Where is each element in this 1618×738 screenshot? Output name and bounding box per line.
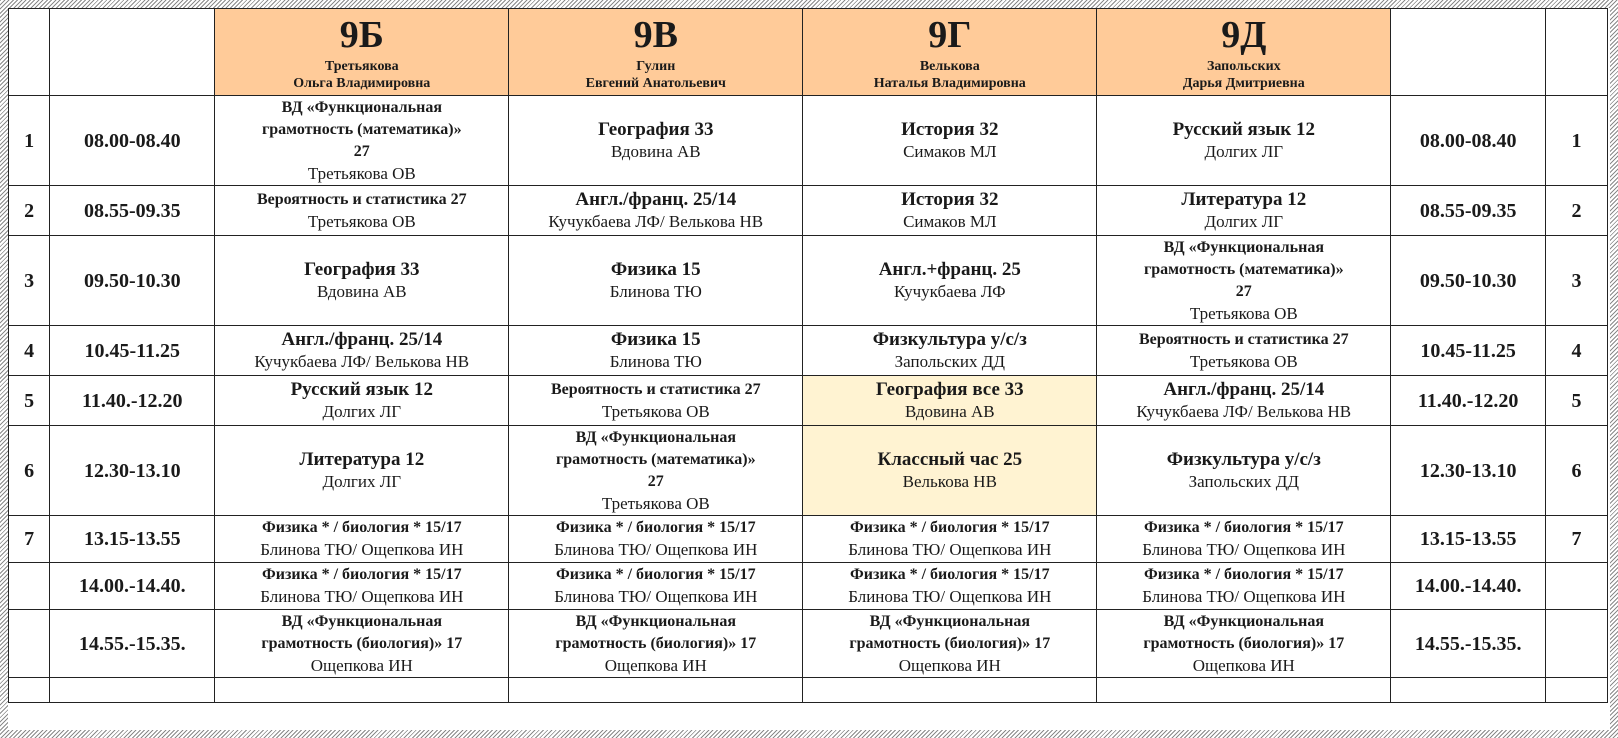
subject-text: География 33 [598,118,714,140]
lesson-row [9,326,1608,376]
lesson-cell[interactable] [803,376,1097,426]
footer-cell [50,678,215,703]
subject-text: Физика * / биология * 15/17 [555,566,756,583]
subject-text: ВД «Функциональная [281,612,442,630]
subject-text: 27 [1235,282,1252,300]
lesson-row [9,426,1608,516]
lesson-time-right: 13.15-13.55 [1391,516,1546,563]
teacher-text: Блинова ТЮ/ Ощепкова ИН [260,587,464,606]
subject-text: Физкультура у/с/з [1166,448,1321,470]
header-blank-cell [9,9,50,96]
subject-text: ВД «Функциональная [869,612,1030,630]
teacher-text: Симаков МЛ [903,141,997,161]
class-header [1097,9,1391,96]
class-teacher-surname: Третьякова [324,59,399,74]
lesson-time: 12.30-13.10 [50,426,215,516]
teacher-text: Блинова ТЮ [609,351,702,371]
lesson-cell[interactable] [509,186,803,236]
lesson-cell[interactable] [1097,516,1391,563]
subject-text: Физика 15 [610,258,701,280]
lesson-time: 14.00.-14.40. [50,563,215,610]
lesson-cell[interactable] [1097,326,1391,376]
lesson-cell[interactable] [215,426,509,516]
lesson-cell[interactable] [803,326,1097,376]
subject-text: ВД «Функциональная [281,98,442,116]
subject-text: ВД «Функциональная [575,428,736,446]
subject-text: Физика * / биология * 15/17 [849,519,1050,536]
class-teacher-name: Наталья Владимировна [873,76,1026,91]
subject-text: Физика * / биология * 15/17 [261,566,462,583]
lesson-cell[interactable] [215,610,509,678]
class-teacher-name: Евгений Анатольевич [585,76,726,91]
subject-text: ВД «Функциональная [575,612,736,630]
teacher-text: Блинова ТЮ/ Ощепкова ИН [848,587,1052,606]
lesson-number-right: 4 [1546,326,1608,376]
lesson-cell[interactable] [1097,236,1391,326]
lesson-number: 3 [9,236,50,326]
lesson-cell[interactable] [803,236,1097,326]
subject-text: География 33 [304,258,420,280]
class-name: 9Б [339,14,384,56]
subject-text: История 32 [901,118,999,140]
teacher-text: Блинова ТЮ/ Ощепкова ИН [1142,540,1346,559]
teacher-text: Третьякова ОВ [307,163,416,183]
schedule-sheet [8,8,1610,730]
lesson-time-right: 12.30-13.10 [1391,426,1546,516]
teacher-text: Кучукбаева ЛФ/ Велькова НВ [254,351,470,371]
subject-text: Физика * / биология * 15/17 [261,519,462,536]
class-header [803,9,1097,96]
teacher-text: Вдовина АВ [610,141,701,161]
lesson-row [9,610,1608,678]
subject-text: Классный час 25 [877,448,1023,470]
footer-cell [215,678,509,703]
subject-text: Физика * / биология * 15/17 [1143,566,1344,583]
lesson-cell[interactable] [1097,186,1391,236]
subject-text: География все 33 [875,378,1024,400]
lesson-cell[interactable] [215,326,509,376]
lesson-number [9,610,50,678]
subject-text: 27 [353,142,370,160]
subject-text: грамотность (математика)» [556,450,756,468]
subject-text: Литература 12 [1181,188,1307,210]
subject-text: грамотность (биология)» 17 [261,634,463,652]
class-name: 9Г [928,14,972,56]
subject-text: 27 [647,472,664,490]
lesson-time-right: 11.40.-12.20 [1391,376,1546,426]
teacher-text: Вдовина АВ [904,401,995,421]
teacher-text: Блинова ТЮ/ Ощепкова ИН [848,540,1052,559]
subject-text: Вероятность и статистика 27 [1138,330,1349,348]
lesson-cell[interactable] [509,376,803,426]
subject-text: Физика * / биология * 15/17 [1143,519,1344,536]
teacher-text: Долгих ЛГ [1204,141,1284,161]
lesson-cell[interactable] [509,326,803,376]
teacher-text: Велькова НВ [902,471,997,491]
subject-text: грамотность (биология)» 17 [1143,634,1345,652]
subject-text: Англ./франц. 25/14 [281,328,443,350]
footer-cell [509,678,803,703]
lesson-time-right: 09.50-10.30 [1391,236,1546,326]
lesson-row [9,236,1608,326]
lesson-time-right: 14.55.-15.35. [1391,610,1546,678]
teacher-text: Третьякова ОВ [307,211,416,231]
teacher-text: Кучукбаева ЛФ/ Велькова НВ [1136,401,1352,421]
header-time-cell [50,9,215,96]
teacher-text: Блинова ТЮ [609,281,702,301]
subject-text: Физика 15 [610,328,701,350]
lesson-time: 10.45-11.25 [50,326,215,376]
teacher-text: Долгих ЛГ [322,401,402,421]
class-teacher-surname: Запольских [1206,59,1281,74]
footer-cell [803,678,1097,703]
subject-text: Физика * / биология * 15/17 [555,519,756,536]
lesson-number-right [1546,610,1608,678]
lesson-time-right: 08.55-09.35 [1391,186,1546,236]
subject-text: Физика * / биология * 15/17 [849,566,1050,583]
lesson-cell[interactable] [1097,563,1391,610]
lesson-number-right: 2 [1546,186,1608,236]
teacher-text: Ощепкова ИН [898,655,1001,675]
lesson-cell[interactable] [1097,376,1391,426]
lesson-number-right: 1 [1546,96,1608,186]
lesson-cell[interactable] [215,96,509,186]
lesson-cell[interactable] [803,610,1097,678]
lesson-cell[interactable] [509,563,803,610]
teacher-text: Блинова ТЮ/ Ощепкова ИН [554,540,758,559]
lesson-number-right [1546,563,1608,610]
teacher-text: Долгих ЛГ [1204,211,1284,231]
lesson-cell[interactable] [803,563,1097,610]
teacher-text: Третьякова ОВ [1189,351,1298,371]
lesson-cell[interactable] [509,610,803,678]
lesson-number-right: 3 [1546,236,1608,326]
lesson-cell[interactable] [803,186,1097,236]
class-header [215,9,509,96]
lesson-cell[interactable] [509,426,803,516]
subject-text: Русский язык 12 [290,378,434,400]
lesson-row [9,516,1608,563]
subject-text: Вероятность и статистика 27 [256,190,467,208]
lesson-time: 13.15-13.55 [50,516,215,563]
class-teacher-surname: Гулин [636,59,676,74]
teacher-text: Блинова ТЮ/ Ощепкова ИН [260,540,464,559]
header-row [9,9,1608,96]
lesson-cell[interactable] [803,426,1097,516]
lesson-time: 11.40.-12.20 [50,376,215,426]
lesson-time-right: 08.00-08.40 [1391,96,1546,186]
footer-cell [9,678,50,703]
subject-text: грамотность (математика)» [1144,260,1344,278]
teacher-text: Кучукбаева ЛФ/ Велькова НВ [548,211,764,231]
footer-cell [1391,678,1546,703]
subject-text: Русский язык 12 [1172,118,1316,140]
teacher-text: Блинова ТЮ/ Ощепкова ИН [1142,587,1346,606]
class-name: 9В [633,14,678,56]
lesson-row [9,96,1608,186]
teacher-text: Запольских ДД [1188,471,1299,491]
lesson-time: 09.50-10.30 [50,236,215,326]
lesson-number: 1 [9,96,50,186]
subject-text: грамотность (биология)» 17 [849,634,1051,652]
teacher-text: Долгих ЛГ [322,471,402,491]
teacher-text: Вдовина АВ [316,281,407,301]
class-header [509,9,803,96]
lesson-number: 4 [9,326,50,376]
lesson-cell[interactable] [215,516,509,563]
lesson-number-right: 6 [1546,426,1608,516]
lesson-cell[interactable] [1097,426,1391,516]
class-teacher-name: Дарья Дмитриевна [1182,76,1305,91]
subject-text: Вероятность и статистика 27 [550,380,761,398]
lesson-row [9,563,1608,610]
lesson-cell[interactable] [215,186,509,236]
class-teacher-name: Ольга Владимировна [293,76,431,91]
lesson-cell[interactable] [803,516,1097,563]
lesson-number: 6 [9,426,50,516]
lesson-number [9,563,50,610]
lesson-cell[interactable] [509,236,803,326]
class-teacher-surname: Велькова [919,59,980,74]
teacher-text: Ощепкова ИН [604,655,707,675]
lesson-cell[interactable] [215,236,509,326]
lesson-time: 14.55.-15.35. [50,610,215,678]
subject-text: Англ./франц. 25/14 [1163,378,1325,400]
header-time-cell-right [1391,9,1546,96]
lesson-number: 5 [9,376,50,426]
header-blank-cell-right [1546,9,1608,96]
schedule-table [8,8,1608,703]
subject-text: Англ.+франц. 25 [878,258,1021,280]
lesson-cell[interactable] [509,516,803,563]
subject-text: ВД «Функциональная [1163,238,1324,256]
teacher-text: Симаков МЛ [903,211,997,231]
subject-text: ВД «Функциональная [1163,612,1324,630]
teacher-text: Запольских ДД [894,351,1005,371]
lesson-cell[interactable] [509,96,803,186]
footer-row [9,678,1608,703]
lesson-cell[interactable] [1097,96,1391,186]
subject-text: грамотность (математика)» [262,120,462,138]
teacher-text: Ощепкова ИН [310,655,413,675]
lesson-time: 08.55-09.35 [50,186,215,236]
lesson-time: 08.00-08.40 [50,96,215,186]
lesson-number: 2 [9,186,50,236]
lesson-number: 7 [9,516,50,563]
lesson-time-right: 10.45-11.25 [1391,326,1546,376]
teacher-text: Ощепкова ИН [1192,655,1295,675]
lesson-number-right: 5 [1546,376,1608,426]
teacher-text: Третьякова ОВ [601,401,710,421]
class-name: 9Д [1221,14,1267,56]
teacher-text: Третьякова ОВ [1189,303,1298,323]
lesson-row [9,186,1608,236]
teacher-text: Кучукбаева ЛФ [894,281,1006,301]
footer-cell [1097,678,1391,703]
teacher-text: Блинова ТЮ/ Ощепкова ИН [554,587,758,606]
subject-text: Литература 12 [299,448,425,470]
subject-text: Физкультура у/с/з [872,328,1027,350]
lesson-cell[interactable] [215,563,509,610]
footer-cell [1546,678,1608,703]
lesson-number-right: 7 [1546,516,1608,563]
lesson-row [9,376,1608,426]
subject-text: Англ./франц. 25/14 [575,188,737,210]
lesson-cell[interactable] [1097,610,1391,678]
lesson-time-right: 14.00.-14.40. [1391,563,1546,610]
lesson-cell[interactable] [215,376,509,426]
lesson-cell[interactable] [803,96,1097,186]
subject-text: История 32 [901,188,999,210]
teacher-text: Третьякова ОВ [601,493,710,513]
subject-text: грамотность (биология)» 17 [555,634,757,652]
